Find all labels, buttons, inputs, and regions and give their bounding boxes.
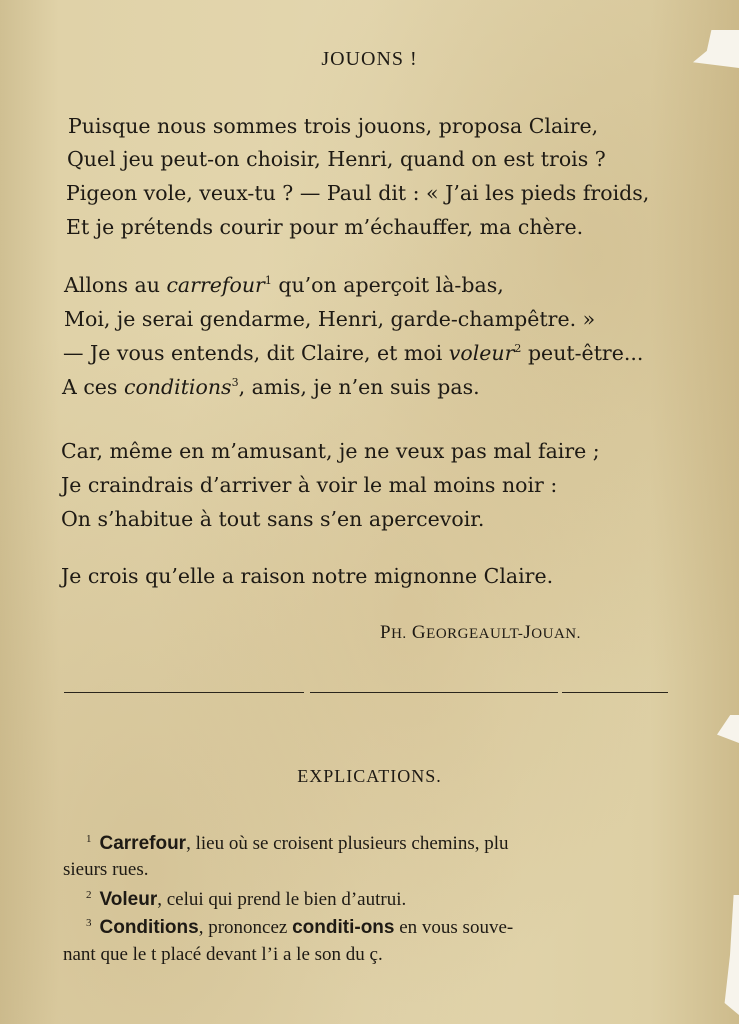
divider-rule bbox=[562, 692, 668, 693]
torn-edge bbox=[721, 895, 739, 1015]
footnote-1 bbox=[86, 832, 509, 856]
footnote-term: Carrefour bbox=[99, 833, 187, 854]
verse-line: On s’habitue à tout sans s’en apercevoir. bbox=[61, 507, 485, 531]
footnote-number: 3 bbox=[86, 916, 92, 929]
author-text: P bbox=[380, 622, 392, 643]
verse-text: qu’on aperçoit là-bas, bbox=[271, 273, 504, 297]
footnote-marker: 3 bbox=[231, 376, 239, 390]
footnote-3 bbox=[86, 916, 513, 940]
verse-line: Et je prétends courir pour m’échauffer, ma chère. bbox=[66, 215, 584, 239]
torn-edge bbox=[717, 715, 739, 743]
italic-word: carrefour bbox=[166, 273, 265, 297]
author-text: EORGEAULT- bbox=[426, 626, 524, 642]
footnote-number: 1 bbox=[86, 832, 92, 845]
verse-text: — Je vous entends, dit Claire, et moi bbox=[63, 341, 449, 365]
divider-rule bbox=[310, 692, 558, 693]
footnote-number: 2 bbox=[86, 888, 92, 901]
footnote-1-cont: sieurs rues. bbox=[63, 859, 149, 880]
verse-text: Allons au bbox=[64, 273, 167, 297]
author-text: OUAN. bbox=[531, 626, 581, 642]
explications-title: EXPLICATIONS. bbox=[297, 766, 442, 786]
verse-text: peut-être... bbox=[521, 341, 644, 365]
verse-line: Moi, je serai gendarme, Henri, garde-champêtre. » bbox=[64, 307, 596, 331]
divider-rule bbox=[64, 692, 304, 693]
verse-line: Quel jeu peut-on choisir, Henri, quand on est trois ? bbox=[67, 147, 606, 171]
author-text: H. bbox=[391, 626, 407, 642]
verse-line: Car, même en m’amusant, je ne veux pas mal faire ; bbox=[61, 439, 600, 463]
author-signature bbox=[380, 622, 581, 644]
footnote-3-cont: nant que le t placé devant l’i a le son du ç. bbox=[63, 944, 383, 965]
footnote-text: , lieu où se croisent plusieurs chemins, plu bbox=[186, 833, 509, 854]
footnote-term: Conditions bbox=[99, 917, 199, 938]
italic-word: conditions bbox=[123, 375, 232, 399]
footnote-term: conditi-ons bbox=[292, 917, 395, 938]
footnote-2 bbox=[86, 888, 406, 912]
verse-text: , amis, je n’en suis pas. bbox=[238, 375, 480, 399]
footnote-text: en vous souve- bbox=[394, 917, 514, 938]
author-text: G bbox=[411, 622, 427, 643]
footnote-marker: 2 bbox=[514, 342, 522, 356]
verse-line: Je crois qu’elle a raison notre mignonne Claire. bbox=[61, 564, 554, 588]
verse-line: Je craindrais d’arriver à voir le mal moins noir : bbox=[61, 473, 558, 497]
footnote-text: , celui qui prend le bien d’autrui. bbox=[157, 889, 407, 910]
verse-line bbox=[64, 272, 504, 298]
footnote-term: Voleur bbox=[99, 889, 158, 910]
italic-word: voleur bbox=[448, 341, 515, 365]
footnote-text: , prononcez bbox=[198, 917, 293, 938]
footnote-marker: 1 bbox=[264, 274, 272, 288]
verse-line bbox=[62, 374, 480, 400]
verse-line: Pigeon vole, veux-tu ? — Paul dit : « J’ai les pieds froids, bbox=[66, 181, 650, 205]
verse-line bbox=[63, 340, 643, 366]
poem-title: JOUONS ! bbox=[321, 48, 418, 70]
verse-text: A ces bbox=[62, 375, 124, 399]
verse-line: Puisque nous sommes trois jouons, proposa Claire, bbox=[68, 114, 599, 138]
author-text: J bbox=[523, 622, 532, 643]
